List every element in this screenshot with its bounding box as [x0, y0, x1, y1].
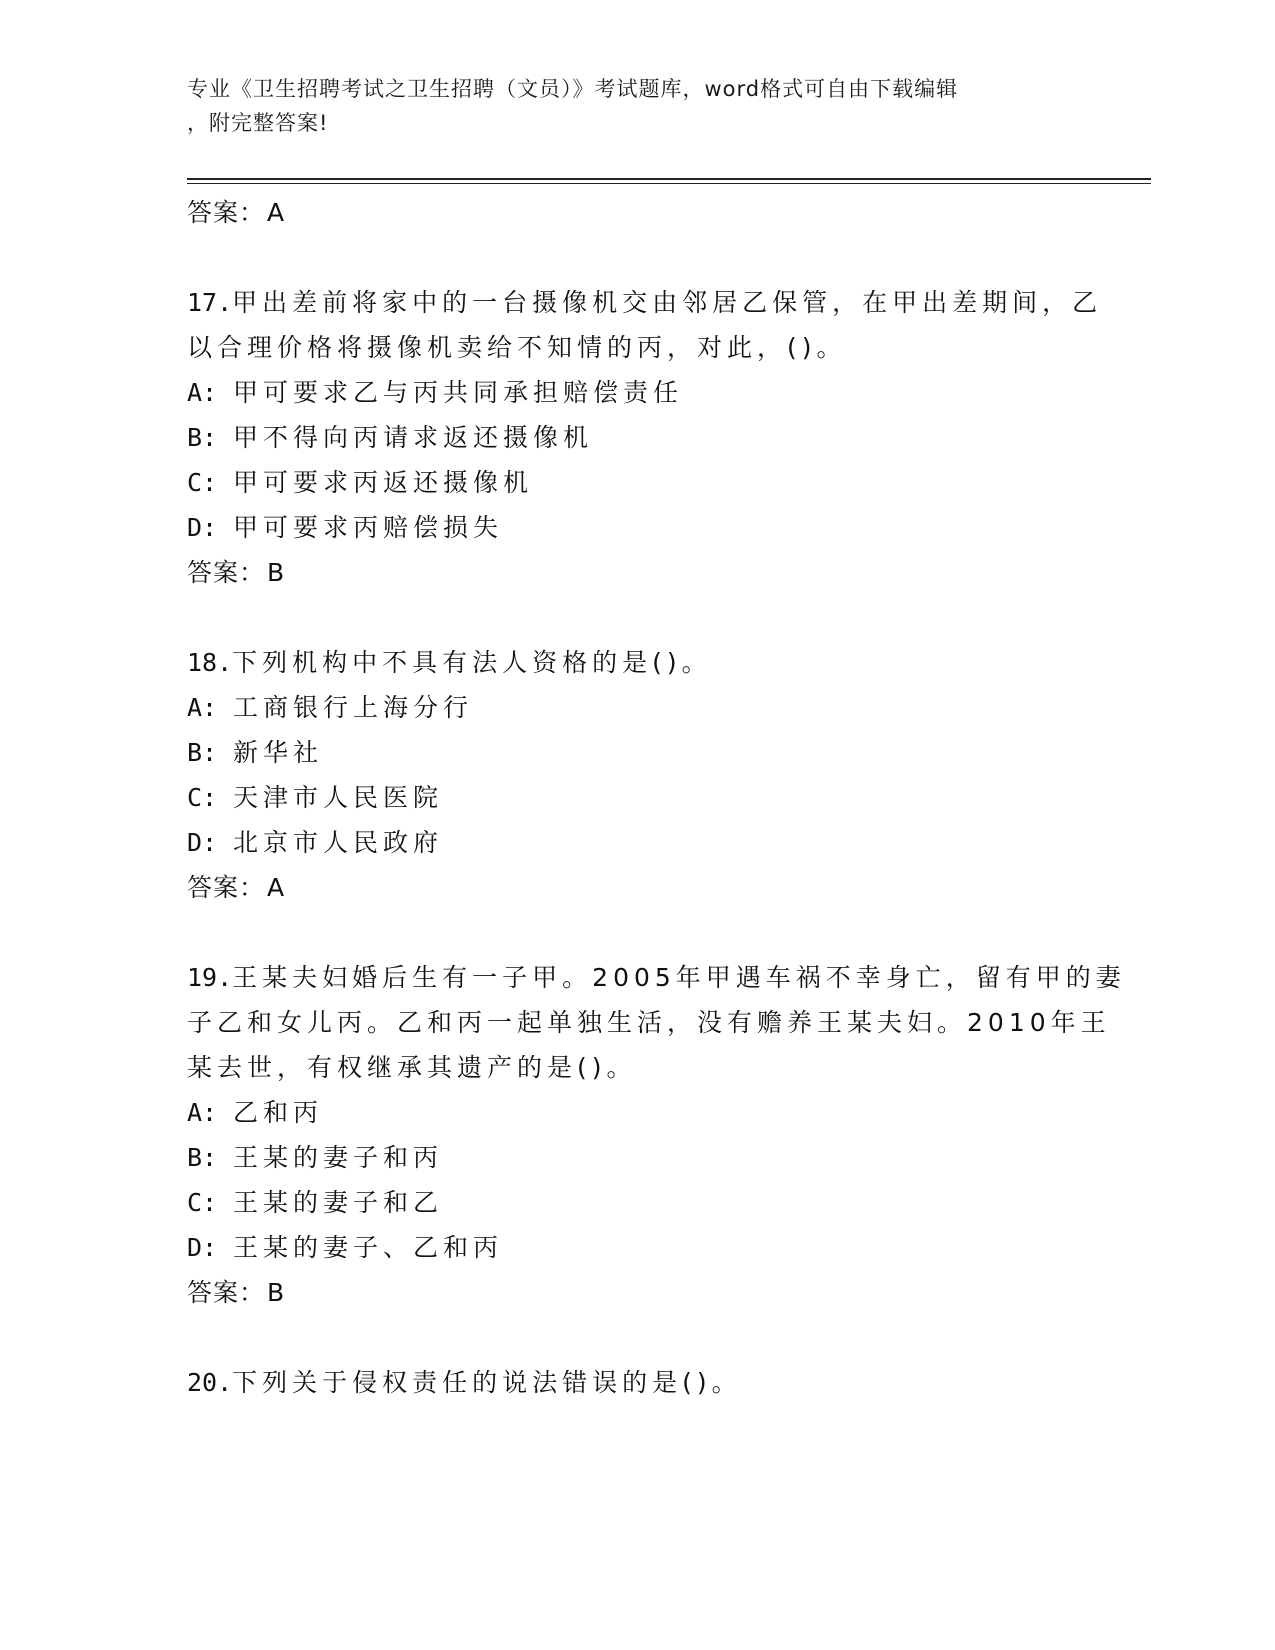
answer-line [187, 865, 1087, 910]
answer-line [187, 1270, 1087, 1315]
header-divider [187, 178, 1151, 180]
option-d [187, 820, 1087, 865]
stem-line: 王某夫妇婚后生有一子甲。2005年甲遇车祸不幸身亡，留有甲的妻 [232, 963, 1126, 992]
option-text: 甲可要求丙赔偿损失 [233, 513, 504, 542]
question-19 [187, 955, 1126, 1315]
option-key: B: [187, 423, 218, 452]
option-key: A: [187, 693, 218, 722]
answer-label: 答案： [187, 873, 266, 902]
answer-line [187, 550, 1087, 595]
option-a [187, 1090, 1087, 1135]
option-key: D: [187, 828, 218, 857]
option-text: 王某的妻子和乙 [233, 1188, 444, 1217]
question-number: 19. [187, 963, 233, 992]
option-key: C: [187, 468, 218, 497]
option-d [187, 1225, 1087, 1270]
option-b [187, 1135, 1087, 1180]
question-18 [187, 640, 1087, 910]
question-stem [187, 1360, 1087, 1405]
option-text: 天津市人民医院 [233, 783, 444, 812]
option-key: C: [187, 1188, 218, 1217]
option-text: 王某的妻子、乙和丙 [233, 1233, 504, 1262]
option-text: 甲不得向丙请求返还摄像机 [233, 423, 594, 452]
stem-line: 以合理价格将摄像机卖给不知情的丙，对此，()。 [187, 333, 847, 362]
option-key: C: [187, 783, 218, 812]
question-number: 18. [187, 648, 233, 677]
stem-line: 下列机构中不具有法人资格的是()。 [232, 648, 712, 677]
question-stem [187, 280, 1103, 370]
question-stem [187, 955, 1126, 1090]
option-text: 乙和丙 [233, 1098, 324, 1127]
option-c [187, 1180, 1087, 1225]
stem-line: 某去世，有权继承其遗产的是()。 [187, 1053, 637, 1082]
option-key: B: [187, 738, 218, 767]
option-b [187, 415, 1087, 460]
option-text: 甲可要求丙返还摄像机 [233, 468, 534, 497]
option-b [187, 730, 1087, 775]
answer-line [187, 190, 1087, 235]
question-stem [187, 640, 1087, 685]
stem-line: 子乙和女儿丙。乙和丙一起单独生活，没有赡养王某夫妇。2010年王 [187, 1008, 1111, 1037]
option-a [187, 370, 1087, 415]
document-header [187, 72, 1067, 140]
option-c [187, 775, 1087, 820]
option-key: A: [187, 1098, 218, 1127]
answer-label: 答案： [187, 1278, 266, 1307]
question-list [187, 190, 1126, 1405]
stem-line: 甲出差前将家中的一台摄像机交由邻居乙保管，在甲出差期间，乙 [232, 288, 1103, 317]
option-key: A: [187, 378, 218, 407]
option-text: 王某的妻子和丙 [233, 1143, 444, 1172]
option-text: 甲可要求乙与丙共同承担赔偿责任 [233, 378, 684, 407]
answer-label: 答案： [187, 198, 266, 227]
header-divider-thin [187, 183, 1151, 184]
question-20 [187, 1360, 1087, 1405]
option-d [187, 505, 1087, 550]
header-line-2: ，附完整答案! [187, 111, 329, 135]
option-key: D: [187, 513, 218, 542]
option-text: 北京市人民政府 [233, 828, 444, 857]
stem-line: 下列关于侵权责任的说法错误的是()。 [232, 1368, 742, 1397]
option-c [187, 460, 1087, 505]
question-number: 20. [187, 1368, 233, 1397]
option-key: D: [187, 1233, 218, 1262]
answer-value: A [267, 198, 286, 227]
answer-value: A [267, 873, 286, 902]
question-number: 17. [187, 288, 233, 317]
question-17 [187, 280, 1103, 595]
option-key: B: [187, 1143, 218, 1172]
option-a [187, 685, 1087, 730]
option-text: 新华社 [233, 738, 324, 767]
answer-value: B [267, 1278, 286, 1307]
answer-label: 答案： [187, 558, 266, 587]
option-text: 工商银行上海分行 [233, 693, 474, 722]
header-line-1: 专业《卫生招聘考试之卫生招聘（文员）》考试题库，word格式可自由下载编辑 [187, 77, 959, 101]
answer-value: B [267, 558, 286, 587]
